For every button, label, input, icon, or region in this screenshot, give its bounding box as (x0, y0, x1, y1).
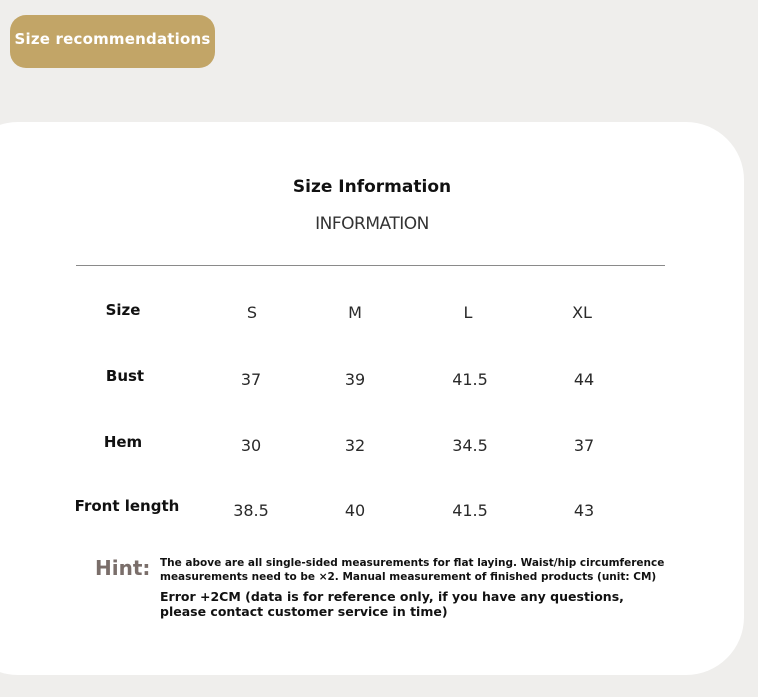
table-header-l: L (463, 303, 473, 322)
badge-label: Size recommendations (14, 29, 211, 48)
table-cell: 41.5 (452, 370, 488, 389)
table-cell: 34.5 (452, 436, 488, 455)
row-label-hem: Hem (103, 433, 143, 451)
table-header-size: Size (105, 301, 141, 319)
table-cell: 43 (573, 501, 595, 520)
table-header-xl: XL (572, 303, 592, 322)
table-cell: 32 (344, 436, 366, 455)
table-cell: 37 (573, 436, 595, 455)
table-cell: 41.5 (452, 501, 488, 520)
card-title: Size Information (292, 177, 452, 197)
table-header-m: M (348, 303, 362, 322)
table-cell: 37 (240, 370, 262, 389)
table-cell: 40 (344, 501, 366, 520)
table-cell: 38.5 (233, 501, 269, 520)
card-subtitle: INFORMATION (315, 214, 429, 234)
hint-text-line-1: The above are all single-sided measurements for flat laying. Waist/hip circumference (160, 557, 665, 569)
row-label-bust: Bust (105, 367, 145, 385)
hint-text-line-3: Error +2CM (data is for reference only, if you have any questions, (160, 589, 624, 604)
table-header-s: S (246, 303, 258, 322)
table-cell: 39 (344, 370, 366, 389)
row-label-front-length: Front length (74, 497, 180, 515)
table-cell: 30 (240, 436, 262, 455)
title-divider (76, 265, 665, 266)
table-cell: 44 (573, 370, 595, 389)
hint-text-line-2: measurements need to be ×2. Manual measurement of finished products (unit: CM) (160, 571, 657, 583)
hint-label: Hint: (95, 556, 151, 580)
size-recommendations-badge (10, 15, 215, 68)
hint-text-line-4: please contact customer service in time) (160, 604, 448, 619)
